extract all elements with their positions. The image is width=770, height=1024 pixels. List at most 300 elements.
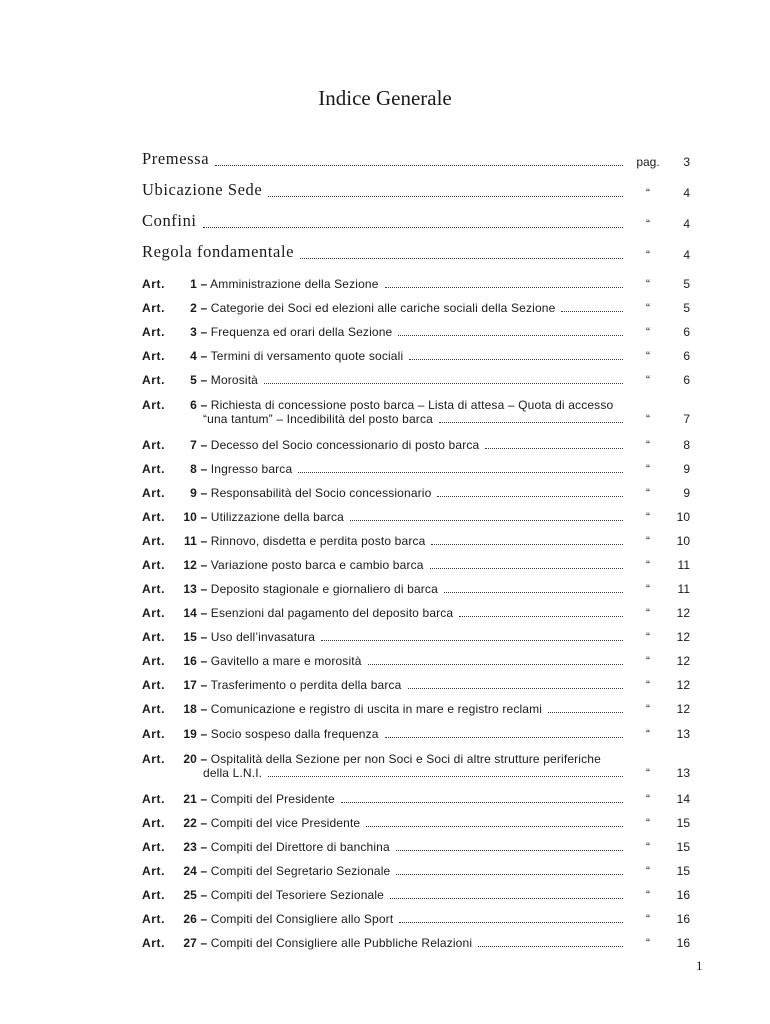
toc-article-entry[interactable] — [142, 398, 690, 426]
article-title: Variazione posto barca e cambio barca — [210, 558, 424, 572]
article-number: 5 — [190, 373, 197, 387]
page-ref-mark: “ — [646, 486, 650, 500]
page-ref-mark: “ — [646, 534, 650, 548]
page-ref-mark: “ — [646, 727, 650, 741]
article-label — [142, 864, 390, 878]
page-ref-number: 5 — [683, 277, 690, 291]
toc-article-entry[interactable] — [142, 816, 690, 830]
toc-section-entry[interactable] — [142, 149, 690, 169]
toc-entry-continuation — [142, 412, 690, 426]
article-prefix: Art. — [142, 654, 166, 668]
toc-entry-line — [142, 864, 690, 878]
article-title: Ingresso barca — [210, 462, 293, 476]
toc-article-entry[interactable] — [142, 752, 690, 780]
article-number: 19 — [183, 727, 197, 741]
page-ref-number: 15 — [676, 840, 690, 854]
article-title: Compiti del vice Presidente — [210, 816, 361, 830]
article-dash: – — [200, 301, 208, 315]
toc-entry-line — [142, 630, 690, 644]
article-title: Utilizzazione della barca — [210, 510, 344, 524]
toc-entry-line — [142, 149, 690, 169]
article-prefix: Art. — [142, 792, 166, 806]
toc-article-entry[interactable] — [142, 654, 690, 668]
toc-article-entry[interactable] — [142, 462, 690, 476]
article-prefix: Art. — [142, 630, 166, 644]
article-prefix: Art. — [142, 582, 166, 596]
page-ref-mark: “ — [646, 936, 650, 950]
toc-entry-line — [142, 349, 690, 363]
page-ref-number: 3 — [683, 155, 690, 169]
toc-article-entry[interactable] — [142, 373, 690, 387]
article-number: 14 — [183, 606, 197, 620]
article-label — [142, 398, 613, 412]
toc-article-entry[interactable] — [142, 486, 690, 500]
article-label — [142, 462, 292, 476]
dot-leader — [350, 519, 623, 521]
page-ref-number: 13 — [676, 727, 690, 741]
page-ref-mark: “ — [646, 510, 650, 524]
dot-leader — [398, 334, 623, 336]
article-label — [142, 654, 362, 668]
article-label — [142, 301, 555, 315]
article-dash: – — [200, 373, 208, 387]
dot-leader — [408, 687, 624, 689]
article-number: 13 — [183, 582, 197, 596]
article-title: Compiti del Presidente — [210, 792, 335, 806]
toc-entry-line — [142, 558, 690, 572]
toc-article-entry[interactable] — [142, 558, 690, 572]
page-number: 1 — [696, 958, 703, 973]
page-ref-mark: “ — [646, 864, 650, 878]
toc-article-entry[interactable] — [142, 727, 690, 741]
article-dash: – — [200, 936, 208, 950]
article-title: Termini di versamento quote sociali — [210, 349, 404, 363]
toc-entry-line — [142, 373, 690, 387]
article-label — [142, 888, 384, 902]
page-ref-number: 13 — [676, 766, 690, 780]
article-dash: – — [200, 486, 208, 500]
article-dash: – — [200, 888, 208, 902]
dot-leader — [341, 801, 623, 803]
toc-entry-line — [142, 888, 690, 902]
article-label — [142, 486, 431, 500]
article-dash: – — [200, 582, 208, 596]
page-ref-number: 10 — [676, 534, 690, 548]
article-label — [142, 582, 438, 596]
article-number: 6 — [190, 398, 197, 412]
article-title: Compiti del Segretario Sezionale — [210, 864, 391, 878]
article-dash: – — [200, 864, 208, 878]
article-label — [142, 792, 335, 806]
dot-leader — [264, 382, 623, 384]
page-ref-mark: “ — [646, 349, 650, 363]
page-ref-mark: “ — [646, 301, 650, 315]
article-prefix: Art. — [142, 534, 166, 548]
toc-article-entry[interactable] — [142, 840, 690, 854]
article-number: 9 — [190, 486, 197, 500]
article-dash: – — [200, 752, 208, 766]
page-ref-number: 14 — [676, 792, 690, 806]
page-ref-number: 12 — [676, 654, 690, 668]
article-prefix: Art. — [142, 558, 166, 572]
article-title: Compiti del Consigliere alle Pubbliche Relazioni — [210, 936, 473, 950]
article-label — [142, 702, 542, 716]
dot-leader — [478, 945, 623, 947]
toc-section-entry[interactable] — [142, 180, 690, 200]
page-ref-mark: “ — [646, 248, 650, 262]
page-ref-number: 12 — [676, 630, 690, 644]
article-number: 8 — [190, 462, 197, 476]
article-title-continued: “una tantum” – Incedibilità del posto barca — [203, 412, 433, 426]
article-number: 2 — [190, 301, 197, 315]
section-title: Premessa — [142, 149, 210, 168]
dot-leader — [396, 849, 623, 851]
article-prefix: Art. — [142, 398, 166, 412]
article-dash: – — [200, 462, 208, 476]
article-label — [142, 558, 424, 572]
article-label — [142, 912, 393, 926]
article-number: 16 — [183, 654, 197, 668]
toc-entry-line — [142, 325, 690, 339]
page-title: Indice Generale — [318, 86, 452, 110]
article-title: Decesso del Socio concessionario di posto barca — [210, 438, 480, 452]
article-dash: – — [200, 277, 208, 291]
article-prefix: Art. — [142, 349, 166, 363]
section-title: Confini — [142, 211, 197, 230]
page-ref-mark: “ — [646, 816, 650, 830]
article-label — [142, 534, 425, 548]
dot-leader — [444, 591, 623, 593]
toc-entry-line — [142, 678, 690, 692]
toc-article-entry[interactable] — [142, 349, 690, 363]
article-number: 20 — [183, 752, 197, 766]
page-ref-mark: “ — [646, 702, 650, 716]
toc-entry-line — [142, 462, 690, 476]
page-ref-mark: “ — [646, 277, 650, 291]
toc-entry-line — [142, 510, 690, 524]
article-number: 15 — [183, 630, 197, 644]
article-prefix: Art. — [142, 510, 166, 524]
article-title: Esenzioni dal pagamento del deposito barca — [210, 606, 454, 620]
article-dash: – — [200, 654, 208, 668]
article-number: 11 — [184, 534, 197, 548]
article-number: 1 — [190, 277, 197, 291]
page-ref-number: 4 — [683, 217, 690, 231]
toc-entry-line — [142, 792, 690, 806]
article-dash: – — [200, 912, 208, 926]
toc-entry-line — [142, 654, 690, 668]
page-ref-mark: “ — [646, 217, 650, 231]
toc-article-entry[interactable] — [142, 301, 690, 315]
article-prefix: Art. — [142, 816, 166, 830]
article-dash: – — [200, 630, 208, 644]
article-number: 17 — [183, 678, 197, 692]
article-label — [142, 752, 601, 766]
article-label — [142, 277, 379, 291]
article-number: 10 — [183, 510, 197, 524]
article-prefix: Art. — [142, 864, 166, 878]
dot-leader — [548, 711, 623, 713]
article-title: Morosità — [210, 373, 259, 387]
toc-article-entry[interactable] — [142, 888, 690, 902]
toc-article-entry[interactable] — [142, 864, 690, 878]
article-number: 4 — [190, 349, 197, 363]
toc-article-entry[interactable] — [142, 438, 690, 452]
toc-article-entry[interactable] — [142, 792, 690, 806]
article-number: 26 — [183, 912, 197, 926]
page-ref-mark: “ — [646, 792, 650, 806]
toc-article-entry[interactable] — [142, 606, 690, 620]
page-ref-mark: “ — [646, 912, 650, 926]
dot-leader — [396, 873, 623, 875]
toc-article-entry[interactable] — [142, 630, 690, 644]
article-dash: – — [200, 727, 208, 741]
dot-leader — [300, 257, 623, 259]
page-ref-number: 12 — [676, 702, 690, 716]
article-title: Compiti del Tesoriere Sezionale — [210, 888, 384, 902]
page-ref-number: 11 — [677, 582, 690, 596]
page-ref-mark: “ — [646, 606, 650, 620]
dot-leader — [409, 358, 623, 360]
dot-leader — [385, 286, 623, 288]
page-ref-number: 7 — [683, 412, 690, 426]
page-ref-number: 15 — [676, 816, 690, 830]
article-title: Rinnovo, disdetta e perdita posto barca — [210, 534, 426, 548]
toc-article-entry[interactable] — [142, 912, 690, 926]
page-ref-mark: “ — [646, 654, 650, 668]
article-label — [142, 727, 379, 741]
article-prefix: Art. — [142, 702, 166, 716]
article-title: Responsabilità del Socio concessionario — [210, 486, 432, 500]
page-ref-number: 12 — [676, 606, 690, 620]
page-ref-mark: “ — [646, 840, 650, 854]
article-number: 21 — [183, 792, 197, 806]
article-title-continued: della L.N.I. — [203, 766, 263, 780]
dot-leader — [431, 543, 623, 545]
article-title: Trasferimento o perdita della barca — [210, 678, 402, 692]
toc-entry-line — [142, 277, 690, 291]
page-ref-number: 4 — [683, 248, 690, 262]
article-prefix: Art. — [142, 301, 166, 315]
article-dash: – — [200, 840, 208, 854]
article-number: 27 — [183, 936, 197, 950]
toc-entry-line — [142, 301, 690, 315]
page-ref-number: 12 — [676, 678, 690, 692]
dot-leader — [203, 226, 623, 228]
toc-article-entry[interactable] — [142, 936, 690, 950]
article-dash: – — [200, 438, 208, 452]
article-label — [142, 349, 403, 363]
dot-leader — [459, 615, 623, 617]
page-ref-mark: “ — [646, 462, 650, 476]
page-ref-mark: “ — [646, 325, 650, 339]
toc-entry-line — [142, 486, 690, 500]
article-label — [142, 438, 479, 452]
toc-entry-line — [142, 702, 690, 716]
page-ref-mark: “ — [646, 412, 650, 426]
page-ref-number: 15 — [676, 864, 690, 878]
page-ref-number: 6 — [683, 325, 690, 339]
dot-leader — [268, 195, 623, 197]
dot-leader — [268, 775, 623, 777]
toc-section-entry[interactable] — [142, 211, 690, 231]
page-ref-mark: “ — [646, 630, 650, 644]
page-ref-mark: pag. — [636, 155, 660, 169]
toc-article-entry[interactable] — [142, 582, 690, 596]
article-number: 24 — [183, 864, 197, 878]
page-ref-number: 5 — [683, 301, 690, 315]
page-ref-mark: “ — [646, 438, 650, 452]
article-label — [142, 606, 453, 620]
article-dash: – — [200, 534, 208, 548]
page-ref-mark: “ — [646, 678, 650, 692]
dot-leader — [368, 663, 623, 665]
toc-entry-line — [142, 840, 690, 854]
page-ref-number: 6 — [683, 373, 690, 387]
dot-leader — [485, 447, 623, 449]
article-number: 12 — [183, 558, 197, 572]
article-title: Compiti del Consigliere allo Sport — [210, 912, 394, 926]
article-title: Uso dell’invasatura — [210, 630, 316, 644]
toc-entry-line — [142, 398, 690, 412]
article-title: Categorie dei Soci ed elezioni alle cariche sociali della Sezione — [210, 301, 556, 315]
article-title: Richiesta di concessione posto barca – Lista di attesa – Quota di accesso — [210, 398, 614, 412]
toc-entry-line — [142, 816, 690, 830]
article-title: Ospitalità della Sezione per non Soci e Soci di altre strutture periferiche — [210, 752, 601, 766]
dot-leader — [298, 471, 623, 473]
toc-section-entry[interactable] — [142, 242, 690, 262]
article-label — [142, 373, 258, 387]
article-title: Comunicazione e registro di uscita in mare e registro reclami — [210, 702, 543, 716]
toc-article-entry[interactable] — [142, 277, 690, 291]
dot-leader — [321, 639, 623, 641]
article-prefix: Art. — [142, 325, 166, 339]
dot-leader — [215, 164, 623, 166]
dot-leader — [390, 897, 623, 899]
page-ref-mark: “ — [646, 558, 650, 572]
article-number: 22 — [183, 816, 197, 830]
dot-leader — [561, 310, 623, 312]
page-ref-number: 10 — [676, 510, 690, 524]
article-dash: – — [200, 816, 208, 830]
toc-entry-line — [142, 180, 690, 200]
toc-entry-line — [142, 582, 690, 596]
article-prefix: Art. — [142, 277, 166, 291]
article-prefix: Art. — [142, 752, 166, 766]
article-number: 23 — [183, 840, 197, 854]
page-ref-mark: “ — [646, 888, 650, 902]
article-title: Deposito stagionale e giornaliero di barca — [210, 582, 438, 596]
article-prefix: Art. — [142, 840, 166, 854]
article-dash: – — [200, 325, 208, 339]
toc-entry-line — [142, 211, 690, 231]
article-prefix: Art. — [142, 462, 166, 476]
article-title: Socio sospeso dalla frequenza — [210, 727, 379, 741]
article-prefix: Art. — [142, 912, 166, 926]
dot-leader — [430, 567, 623, 569]
page-ref-number: 16 — [676, 912, 690, 926]
page-ref-number: 16 — [676, 888, 690, 902]
article-title: Frequenza ed orari della Sezione — [210, 325, 393, 339]
article-prefix: Art. — [142, 486, 166, 500]
toc-entry-line — [142, 534, 690, 548]
article-label — [142, 936, 472, 950]
article-prefix: Art. — [142, 678, 166, 692]
article-prefix: Art. — [142, 438, 166, 452]
toc-entry-line — [142, 242, 690, 262]
dot-leader — [437, 495, 623, 497]
article-number: 7 — [190, 438, 197, 452]
toc-entry-line — [142, 912, 690, 926]
article-dash: – — [200, 398, 208, 412]
toc-entry-line — [142, 606, 690, 620]
article-prefix: Art. — [142, 606, 166, 620]
dot-leader — [366, 825, 623, 827]
page-ref-number: 11 — [677, 558, 690, 572]
article-label — [142, 630, 315, 644]
page-ref-mark: “ — [646, 766, 650, 780]
section-title: Ubicazione Sede — [142, 180, 263, 199]
article-number: 18 — [183, 702, 197, 716]
article-label — [142, 678, 402, 692]
article-prefix: Art. — [142, 936, 166, 950]
page-ref-mark: “ — [646, 373, 650, 387]
toc-entry-line — [142, 438, 690, 452]
toc-article-entry[interactable] — [142, 510, 690, 524]
toc-article-entry[interactable] — [142, 702, 690, 716]
page-ref-number: 6 — [683, 349, 690, 363]
toc-entry-continuation — [142, 766, 690, 780]
toc-entry-line — [142, 752, 690, 766]
article-label — [142, 325, 392, 339]
article-dash: – — [200, 510, 208, 524]
toc-entry-line — [142, 936, 690, 950]
dot-leader — [385, 736, 623, 738]
page-ref-number: 9 — [683, 462, 690, 476]
dot-leader — [439, 421, 623, 423]
page-ref-number: 16 — [676, 936, 690, 950]
article-dash: – — [200, 792, 208, 806]
article-label — [142, 816, 360, 830]
article-number: 3 — [190, 325, 197, 339]
article-dash: – — [200, 349, 208, 363]
page-ref-number: 8 — [683, 438, 690, 452]
article-number: 25 — [183, 888, 197, 902]
article-prefix: Art. — [142, 373, 166, 387]
toc-article-entry[interactable] — [142, 678, 690, 692]
toc-entry-line — [142, 727, 690, 741]
article-prefix: Art. — [142, 727, 166, 741]
page-ref-mark: “ — [646, 186, 650, 200]
article-title: Gavitello a mare e morosità — [210, 654, 362, 668]
article-dash: – — [200, 702, 208, 716]
article-title: Amministrazione della Sezione — [210, 277, 379, 291]
page-ref-mark: “ — [646, 582, 650, 596]
article-dash: – — [200, 606, 208, 620]
article-dash: – — [200, 558, 208, 572]
article-label — [142, 510, 344, 524]
section-title: Regola fondamentale — [142, 242, 295, 261]
toc-article-entry[interactable] — [142, 534, 690, 548]
article-prefix: Art. — [142, 888, 166, 902]
article-dash: – — [200, 678, 208, 692]
article-label — [142, 840, 390, 854]
toc-article-entry[interactable] — [142, 325, 690, 339]
page-ref-number: 9 — [683, 486, 690, 500]
page-ref-number: 4 — [683, 186, 690, 200]
article-title: Compiti del Direttore di banchina — [210, 840, 390, 854]
dot-leader — [399, 921, 623, 923]
